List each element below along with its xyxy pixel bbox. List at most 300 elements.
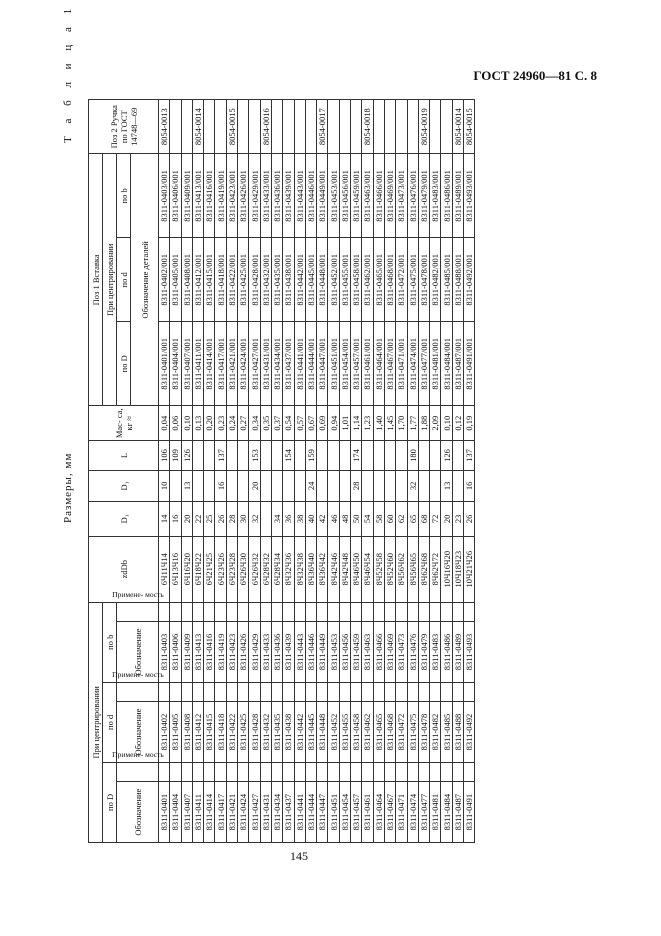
- table-cell: 0,34: [249, 406, 260, 441]
- prim-cell: [204, 682, 215, 701]
- table-cell: 8Ч52Ч60: [384, 536, 395, 602]
- page-number: 145: [290, 849, 308, 863]
- table-cell: 8311-0414: [204, 782, 215, 843]
- table-cell: [339, 100, 350, 154]
- table-cell: 6Ч26Ч30: [238, 536, 249, 602]
- prim-cell: [464, 762, 475, 781]
- table-cell: 8311-0431/001: [260, 322, 271, 406]
- table-row: [226, 100, 237, 843]
- table-cell: 8311-0417: [215, 782, 226, 843]
- table-cell: 13: [181, 470, 192, 501]
- table-cell: 8311-0402/001: [159, 238, 170, 322]
- table-cell: 0,54: [283, 406, 294, 441]
- table-cell: 36: [283, 501, 294, 536]
- table-cell: 46: [328, 501, 339, 536]
- table-cell: 8311-0424/001: [238, 322, 249, 406]
- table-cell: 106: [159, 441, 170, 471]
- prim-cell: [181, 682, 192, 701]
- table-cell: 10: [159, 470, 170, 501]
- table-cell: 8311-0477/001: [418, 322, 429, 406]
- prim-cell: [396, 602, 407, 621]
- table-cell: 8311-0436/001: [271, 154, 282, 238]
- table-row: [159, 100, 170, 843]
- table-row: [204, 100, 215, 843]
- table-row: [373, 100, 384, 843]
- table-cell: 8311-0421/001: [226, 322, 237, 406]
- table-row: [260, 100, 271, 843]
- table-cell: 8311-0478/001: [418, 238, 429, 322]
- pri-header: При центрировании: [89, 602, 103, 842]
- prim-cell: [170, 762, 181, 781]
- prim-cell: [271, 682, 282, 701]
- table-cell: 8311-0409: [181, 622, 192, 683]
- table-cell: 8311-0466/001: [373, 154, 384, 238]
- table-caption: Т а б л и ц а 1: [62, 3, 74, 143]
- table-cell: 8311-0449: [317, 622, 328, 683]
- table-cell: 16: [170, 501, 181, 536]
- table-cell: 23: [452, 501, 463, 536]
- prim-cell: [396, 682, 407, 701]
- table-cell: 1,23: [362, 406, 373, 441]
- table-cell: [328, 441, 339, 471]
- prim-cell: [362, 602, 373, 621]
- table-cell: 8Ч56Ч62: [396, 536, 407, 602]
- table-row: [407, 100, 418, 843]
- prim-cell: [181, 762, 192, 781]
- prim-cell: [452, 602, 463, 621]
- dd-header: D₁: [89, 501, 159, 536]
- prim-cell: [339, 602, 350, 621]
- table-cell: 8311-0411/001: [192, 322, 203, 406]
- prim-cell: [464, 682, 475, 701]
- prim-cell: [317, 762, 328, 781]
- table-cell: 0,35: [260, 406, 271, 441]
- table-cell: 8311-0466: [373, 622, 384, 683]
- table-cell: 8311-0439/001: [283, 154, 294, 238]
- table-cell: 8Ч42Ч48: [339, 536, 350, 602]
- table-cell: 8311-0456/001: [339, 154, 350, 238]
- prim-cell: [215, 762, 226, 781]
- prim-cell: [328, 602, 339, 621]
- prim-cell: [339, 682, 350, 701]
- oboz-header-d: Обозначение: [117, 702, 159, 763]
- prim-cell: [305, 682, 316, 701]
- table-cell: 8311-0407: [181, 782, 192, 843]
- table-cell: 8311-0461/001: [362, 322, 373, 406]
- table-cell: 6Ч13Ч16: [170, 536, 181, 602]
- poz1-header: Поз 1 Вставка: [89, 154, 103, 406]
- table-cell: 8311-0484/001: [441, 322, 452, 406]
- table-cell: 8Ч36Ч42: [317, 536, 328, 602]
- table-cell: 8311-0461: [362, 782, 373, 843]
- table-cell: 8311-0469: [384, 622, 395, 683]
- table-cell: [226, 441, 237, 471]
- table-cell: 8311-0438/001: [283, 238, 294, 322]
- table-cell: 8311-0434/001: [271, 322, 282, 406]
- table-cell: 8311-0464: [373, 782, 384, 843]
- table-row: [441, 100, 452, 843]
- table-row: [283, 100, 294, 843]
- table-cell: 6Ч23Ч28: [226, 536, 237, 602]
- table-cell: 32: [407, 470, 418, 501]
- table-row: [362, 100, 373, 843]
- table-cell: 8311-0483/001: [430, 154, 441, 238]
- zdb-header: zdDb: [89, 536, 159, 602]
- table-cell: 8311-0429: [249, 622, 260, 683]
- prim-cell: [192, 762, 203, 781]
- table-cell: [452, 470, 463, 501]
- table-cell: 8311-0452: [328, 702, 339, 763]
- table-cell: 8311-0408/001: [181, 238, 192, 322]
- table-cell: 8311-0419/001: [215, 154, 226, 238]
- pob-header: по b: [103, 602, 117, 682]
- table-cell: 8311-0488/001: [452, 238, 463, 322]
- prim-cell: [317, 602, 328, 621]
- prim-cell: [452, 682, 463, 701]
- prim-cell: [441, 762, 452, 781]
- pod-header: по d: [103, 682, 117, 762]
- table-cell: 8311-0425/001: [238, 238, 249, 322]
- prim-cell: [249, 602, 260, 621]
- prim-cell: [328, 762, 339, 781]
- table-row: [384, 100, 395, 843]
- table-row: [294, 100, 305, 843]
- table-cell: 8311-0424: [238, 782, 249, 843]
- table-cell: [384, 100, 395, 154]
- prim-cell: [283, 762, 294, 781]
- table-cell: 8311-0453: [328, 622, 339, 683]
- prim-cell: [418, 682, 429, 701]
- massa-header: Мас- са, кг ≈: [89, 406, 159, 441]
- table-cell: 0,94: [328, 406, 339, 441]
- table-cell: 0,23: [215, 406, 226, 441]
- prim-cell: [430, 602, 441, 621]
- table-cell: 8311-0435: [271, 702, 282, 763]
- table-cell: 8311-0411: [192, 782, 203, 843]
- table-cell: 8311-0452/001: [328, 238, 339, 322]
- table-cell: 8Ч32Ч38: [294, 536, 305, 602]
- prim-cell: [305, 762, 316, 781]
- table-cell: 8054-0014: [192, 100, 203, 154]
- prim-cell: [283, 602, 294, 621]
- prim-cell: [351, 682, 362, 701]
- table-cell: 0,10: [181, 406, 192, 441]
- table-cell: 8311-0472/001: [396, 238, 407, 322]
- prim-cell: [260, 682, 271, 701]
- table-cell: 6Ч28Ч32: [260, 536, 271, 602]
- table-cell: 0,67: [305, 406, 316, 441]
- table-cell: 8311-0443: [294, 622, 305, 683]
- prim-cell: [294, 602, 305, 621]
- table-cell: 8311-0473: [396, 622, 407, 683]
- prim-cell: [238, 682, 249, 701]
- table-cell: 14: [159, 501, 170, 536]
- prim-cell: [407, 602, 418, 621]
- table-cell: 8311-0458: [351, 702, 362, 763]
- table-cell: 8311-0473/001: [396, 154, 407, 238]
- table-cell: 8311-0404: [170, 782, 181, 843]
- table-cell: 8311-0474: [407, 782, 418, 843]
- table-cell: 8311-0408: [181, 702, 192, 763]
- table-cell: 0,57: [294, 406, 305, 441]
- table-cell: 8311-0415: [204, 702, 215, 763]
- table-cell: 8311-0492/001: [464, 238, 475, 322]
- table-cell: 8311-0491: [464, 782, 475, 843]
- table-cell: 8311-0467: [384, 782, 395, 843]
- table-cell: [418, 441, 429, 471]
- prim-cell: [317, 682, 328, 701]
- table-cell: [170, 100, 181, 154]
- table-cell: 28: [226, 501, 237, 536]
- table-cell: [373, 441, 384, 471]
- table-cell: [204, 470, 215, 501]
- table-cell: 8311-0437: [283, 782, 294, 843]
- table-cell: 8311-0458/001: [351, 238, 362, 322]
- table-cell: [249, 100, 260, 154]
- prim-cell: [362, 682, 373, 701]
- table-cell: 8311-0485: [441, 702, 452, 763]
- table-cell: 6Ч21Ч25: [204, 536, 215, 602]
- prim-cell: [430, 682, 441, 701]
- table-cell: 0,69: [317, 406, 328, 441]
- table-cell: 25: [204, 501, 215, 536]
- table-cell: 72: [430, 501, 441, 536]
- table-cell: 154: [283, 441, 294, 471]
- prim-cell: [305, 602, 316, 621]
- table-cell: 8311-0413: [192, 622, 203, 683]
- table-cell: [441, 100, 452, 154]
- table-cell: 10Ч21Ч26: [464, 536, 475, 602]
- table-cell: 8Ч42Ч46: [328, 536, 339, 602]
- table-cell: 8311-0441: [294, 782, 305, 843]
- prim-cell: [260, 602, 271, 621]
- table-cell: [305, 100, 316, 154]
- table-cell: [238, 441, 249, 471]
- prim-cell: [226, 762, 237, 781]
- prim-cell: [328, 682, 339, 701]
- prim-cell: [464, 602, 475, 621]
- table-cell: 38: [294, 501, 305, 536]
- table-cell: 8311-0462: [362, 702, 373, 763]
- prim-cell: [238, 762, 249, 781]
- table-cell: 2,09: [430, 406, 441, 441]
- table-cell: 8Ч62Ч72: [430, 536, 441, 602]
- table-cell: 8311-0412: [192, 702, 203, 763]
- table-cell: 8311-0427: [249, 782, 260, 843]
- table-cell: 8054-0014: [452, 100, 463, 154]
- table-cell: 8311-0477: [418, 782, 429, 843]
- table-cell: 8311-0463/001: [362, 154, 373, 238]
- table-cell: 40: [305, 501, 316, 536]
- table-cell: 8311-0464/001: [373, 322, 384, 406]
- d1-header: D₁: [89, 470, 159, 501]
- table-cell: [339, 441, 350, 471]
- table-cell: [384, 441, 395, 471]
- table-cell: 8311-0416/001: [204, 154, 215, 238]
- prim-cell: [271, 762, 282, 781]
- table-cell: 8311-0448: [317, 702, 328, 763]
- table-cell: [283, 100, 294, 154]
- table-row: [351, 100, 362, 843]
- table-row: [170, 100, 181, 843]
- table-cell: 8Ч46Ч54: [362, 536, 373, 602]
- table-cell: 0,24: [226, 406, 237, 441]
- table-cell: [294, 100, 305, 154]
- prim-cell: [260, 762, 271, 781]
- table-cell: 8311-0454: [339, 782, 350, 843]
- sub-pod-header: по d: [117, 238, 131, 322]
- table-cell: [430, 441, 441, 471]
- table-cell: 137: [215, 441, 226, 471]
- prim-cell: [226, 602, 237, 621]
- table-cell: 8311-0487: [452, 782, 463, 843]
- table-cell: 8311-0406: [170, 622, 181, 683]
- table-cell: 16: [464, 470, 475, 501]
- table-cell: 8311-0449/001: [317, 154, 328, 238]
- prim-cell: [215, 682, 226, 701]
- table-cell: 8311-0492: [464, 702, 475, 763]
- prim-cell: [249, 762, 260, 781]
- table-cell: [362, 441, 373, 471]
- table-cell: 8311-0439: [283, 622, 294, 683]
- table-cell: 8311-0403: [159, 622, 170, 683]
- table-cell: 8311-0436: [271, 622, 282, 683]
- table-row: [430, 100, 441, 843]
- table-cell: 8311-0418: [215, 702, 226, 763]
- table-cell: 6Ч28Ч34: [271, 536, 282, 602]
- prim-cell: [294, 762, 305, 781]
- table-cell: 8311-0481/001: [430, 322, 441, 406]
- table-cell: [204, 441, 215, 471]
- table-cell: [204, 100, 215, 154]
- table-cell: 8311-0462/001: [362, 238, 373, 322]
- table-cell: 8311-0405/001: [170, 238, 181, 322]
- table-cell: 8054-0015: [226, 100, 237, 154]
- table-cell: 8Ч46Ч50: [351, 536, 362, 602]
- table-cell: [181, 100, 192, 154]
- table-cell: 8311-0478: [418, 702, 429, 763]
- table-cell: 8Ч32Ч36: [283, 536, 294, 602]
- table-cell: 6Ч16Ч20: [181, 536, 192, 602]
- prim-cell: [430, 762, 441, 781]
- table-cell: [317, 470, 328, 501]
- table-cell: 1,40: [373, 406, 384, 441]
- table-cell: 68: [418, 501, 429, 536]
- table-cell: 8311-0433: [260, 622, 271, 683]
- table-cell: 8311-0446: [305, 622, 316, 683]
- table-cell: [373, 100, 384, 154]
- table-cell: 137: [464, 441, 475, 471]
- table-cell: 8311-0443/001: [294, 154, 305, 238]
- table-cell: 8311-0489/001: [452, 154, 463, 238]
- table-cell: [396, 470, 407, 501]
- prim-header-D: Примене- мость: [117, 762, 159, 781]
- table-cell: [238, 100, 249, 154]
- table-cell: 65: [407, 501, 418, 536]
- table-cell: [328, 100, 339, 154]
- table-cell: 8311-0481: [430, 782, 441, 843]
- table-cell: 16: [215, 470, 226, 501]
- table-cell: [260, 441, 271, 471]
- table-cell: [170, 470, 181, 501]
- table-cell: 8311-0454/001: [339, 322, 350, 406]
- table-cell: 8311-0432: [260, 702, 271, 763]
- table-cell: 26: [464, 501, 475, 536]
- oboz-header-D: Обозначение: [117, 782, 159, 843]
- table-cell: 32: [249, 501, 260, 536]
- prim-cell: [418, 602, 429, 621]
- poz2-header: Поз 2 Ручка по ГОСТ 14748—69: [89, 100, 159, 154]
- table-cell: 42: [317, 501, 328, 536]
- table-cell: 8311-0486: [441, 622, 452, 683]
- prim-cell: [192, 682, 203, 701]
- table-row: [452, 100, 463, 843]
- prim-cell: [283, 682, 294, 701]
- table-cell: 8311-0426/001: [238, 154, 249, 238]
- table-cell: 8311-0485/001: [441, 238, 452, 322]
- table-cell: 0,27: [238, 406, 249, 441]
- table-cell: 8311-0493/001: [464, 154, 475, 238]
- prim-cell: [159, 762, 170, 781]
- table-cell: 8311-0463: [362, 622, 373, 683]
- table-cell: 1,45: [384, 406, 395, 441]
- table-cell: 8Ч36Ч40: [305, 536, 316, 602]
- prim-cell: [452, 762, 463, 781]
- table-cell: [260, 470, 271, 501]
- table-cell: 6Ч23Ч26: [215, 536, 226, 602]
- table-cell: 8311-0467/001: [384, 322, 395, 406]
- table-cell: 8311-0423: [226, 622, 237, 683]
- sub-poD-header: по D: [117, 322, 131, 406]
- table-cell: 8311-0487/001: [452, 322, 463, 406]
- table-row: [418, 100, 429, 843]
- table-cell: 8311-0451/001: [328, 322, 339, 406]
- table-cell: 58: [373, 501, 384, 536]
- table-cell: [271, 441, 282, 471]
- table-cell: 8311-0455/001: [339, 238, 350, 322]
- table-cell: 8054-0016: [260, 100, 271, 154]
- table-cell: 159: [305, 441, 316, 471]
- prim-cell: [373, 602, 384, 621]
- table-cell: 8311-0468/001: [384, 238, 395, 322]
- table-cell: [294, 470, 305, 501]
- table-cell: 174: [351, 441, 362, 471]
- sub-pob-header: по b: [117, 154, 131, 238]
- table-cell: 0,20: [204, 406, 215, 441]
- table-row: [238, 100, 249, 843]
- oboz-det-header: Обозначение деталей: [131, 154, 159, 406]
- table-cell: 20: [181, 501, 192, 536]
- table-cell: 153: [249, 441, 260, 471]
- table-cell: 8311-0425: [238, 702, 249, 763]
- prim-cell: [170, 682, 181, 701]
- table-cell: 8311-0407/001: [181, 322, 192, 406]
- prim-cell: [215, 602, 226, 621]
- table-cell: 8054-0015: [464, 100, 475, 154]
- table-cell: 6Ч11Ч14: [159, 536, 170, 602]
- table-cell: 8311-0434: [271, 782, 282, 843]
- table-cell: 8311-0493: [464, 622, 475, 683]
- table-cell: 1,77: [407, 406, 418, 441]
- table-cell: 10Ч18Ч23: [452, 536, 463, 602]
- table-cell: [396, 100, 407, 154]
- table-row: [339, 100, 350, 843]
- table-cell: 8311-0476/001: [407, 154, 418, 238]
- prim-cell: [384, 682, 395, 701]
- table-cell: 13: [441, 470, 452, 501]
- table-cell: [271, 470, 282, 501]
- table-cell: 8Ч56Ч65: [407, 536, 418, 602]
